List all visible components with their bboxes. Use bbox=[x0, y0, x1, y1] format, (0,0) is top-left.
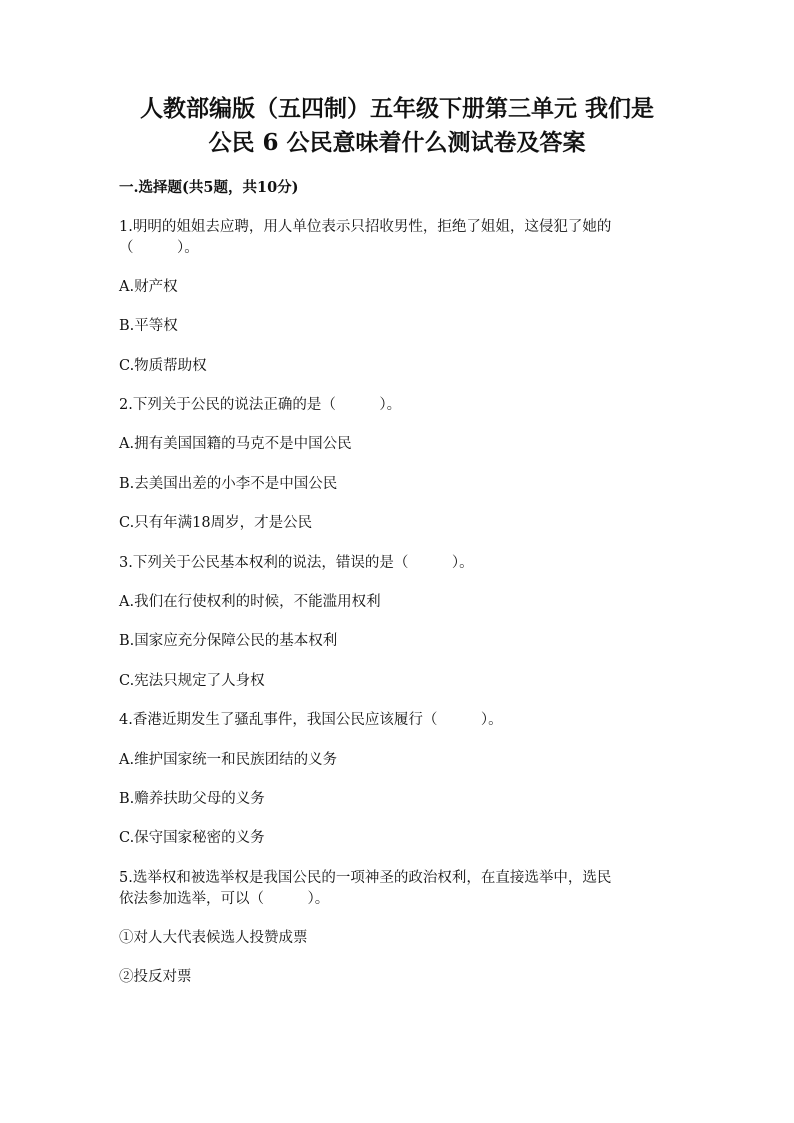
question-2-option-a: A.拥有美国国籍的马克不是中国公民 bbox=[119, 436, 352, 452]
question-5-stem-line-1: 5.选举权和被选举权是我国公民的一项神圣的政治权利，在直接选举中，选民 bbox=[119, 870, 612, 886]
question-2-option-b: B.去美国出差的小李不是中国公民 bbox=[119, 476, 338, 492]
section-heading: 一.选择题(共5题，共10分) bbox=[119, 179, 299, 196]
question-4-option-c: C.保守国家秘密的义务 bbox=[119, 830, 265, 846]
question-5-stem-line-2: 依法参加选举，可以（ ）。 bbox=[119, 891, 330, 907]
question-4-option-b: B.赡养扶助父母的义务 bbox=[119, 791, 265, 807]
title-line-1: 人教部编版（五四制）五年级下册第三单元 我们是 bbox=[139, 95, 654, 122]
question-4-option-a: A.维护国家统一和民族团结的义务 bbox=[119, 752, 338, 768]
question-2-option-c: C.只有年满18周岁，才是公民 bbox=[119, 515, 313, 531]
question-3-option-a: A.我们在行使权利的时候，不能滥用权利 bbox=[119, 594, 381, 610]
question-3-option-b: B.国家应充分保障公民的基本权利 bbox=[119, 633, 338, 649]
question-3-option-c: C.宪法只规定了人身权 bbox=[119, 673, 265, 689]
question-5-option-1: ①对人大代表候选人投赞成票 bbox=[119, 930, 308, 946]
question-3-stem: 3.下列关于公民基本权利的说法，错误的是（ ）。 bbox=[119, 555, 474, 571]
question-1-stem-line-2: （ ）。 bbox=[119, 240, 199, 256]
question-2-stem: 2.下列关于公民的说法正确的是（ ）。 bbox=[119, 397, 402, 413]
title-line-2: 公民 6 公民意味着什么测试卷及答案 bbox=[208, 129, 586, 156]
question-1-option-c: C.物质帮助权 bbox=[119, 358, 207, 374]
question-1-stem-line-1: 1.明明的姐姐去应聘，用人单位表示只招收男性，拒绝了姐姐，这侵犯了她的 bbox=[119, 219, 612, 235]
document-title bbox=[60, 92, 734, 160]
question-1-option-b: B.平等权 bbox=[119, 318, 178, 334]
question-1-option-a: A.财产权 bbox=[119, 279, 178, 295]
question-4-stem: 4.香港近期发生了骚乱事件，我国公民应该履行（ ）。 bbox=[119, 712, 503, 728]
question-5-option-2: ②投反对票 bbox=[119, 969, 192, 985]
